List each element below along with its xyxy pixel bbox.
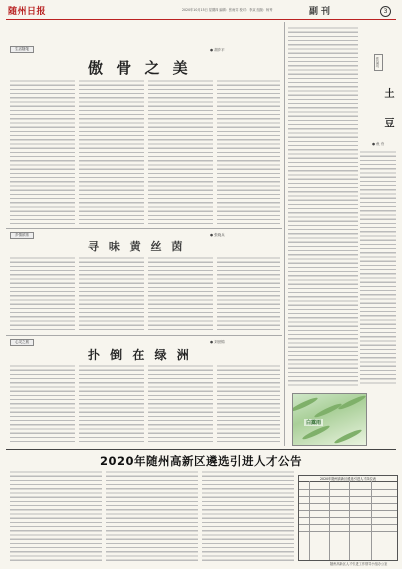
- section-divider: [6, 228, 282, 229]
- article-3-column-2: [79, 364, 144, 444]
- ad-body-column-3: [202, 470, 294, 562]
- side-corner-tag: 作品坊: [374, 54, 383, 71]
- article-2-title: 寻 味 黄 丝 茵: [88, 240, 186, 253]
- article-2-column-2: [79, 256, 144, 332]
- article-1-author: ● 胡乡平: [210, 48, 225, 52]
- article-2-author: ● 张晓兵: [210, 233, 225, 237]
- article-2-column-4: [217, 256, 280, 332]
- article-3-author: ● 刘世锦: [210, 340, 225, 344]
- article-2-column-3: [148, 256, 213, 332]
- section-divider: [6, 335, 282, 336]
- article-1-column-4: [217, 79, 280, 224]
- article-1-column-2: [79, 79, 144, 224]
- article-2-column-1: [10, 256, 75, 332]
- page-number: 3: [380, 6, 391, 17]
- article-1-column-1: [10, 79, 75, 224]
- ad-body-column-2: [106, 470, 198, 562]
- side-article-body-2: [360, 150, 396, 386]
- article-2-tag: 乡情浓浓: [10, 232, 34, 239]
- issue-info: 2020年10月15日 星期四 编辑：张雨芬 校对：李双 组版：杨秀: [182, 8, 273, 12]
- article-1-title: 傲 骨 之 美: [88, 59, 192, 77]
- masthead: [6, 3, 396, 20]
- column-divider: [284, 22, 285, 446]
- positions-table: [298, 475, 398, 561]
- article-1-column-3: [148, 79, 213, 224]
- ad-title: 2020年随州高新区遴选引进人才公告: [99, 454, 302, 468]
- article-1-tag: 生活随笔: [10, 46, 34, 53]
- ad-body-column-1: [10, 470, 102, 562]
- side-article-body: [288, 26, 358, 386]
- article-3-column-4: [217, 364, 280, 444]
- article-3-column-3: [148, 364, 213, 444]
- photo-caption: 白露雨: [306, 420, 322, 426]
- newspaper-logo: 随州日报: [8, 7, 47, 17]
- ad-footer: 随州高新区人才引进工作领导小组办公室: [330, 562, 388, 566]
- table-title: 2020年随州高新区遴选引进人才岗位表: [299, 476, 397, 482]
- article-3-column-1: [10, 364, 75, 444]
- article-3-title: 扑 倒 在 绿 洲: [88, 348, 192, 362]
- section-title: 副刊: [309, 7, 334, 17]
- side-article-title: 土 豆: [382, 88, 393, 136]
- side-article-author: ● 鱼 舟: [372, 142, 385, 146]
- article-3-tag: 心灵之旅: [10, 339, 34, 346]
